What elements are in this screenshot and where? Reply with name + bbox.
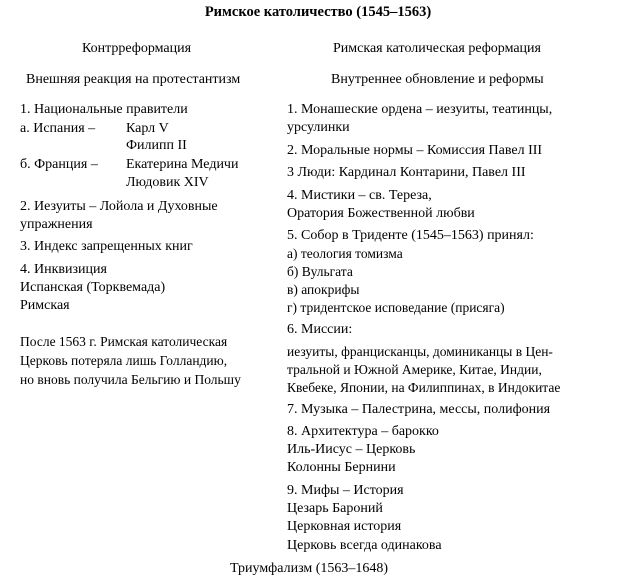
left-item-2-line1: 2. Иезуиты – Лойола и Духовные: [20, 199, 218, 214]
left-item-1a-value2: Филипп II: [126, 138, 187, 153]
left-note-line1: После 1563 г. Римская католическая: [20, 334, 228, 349]
right-item-9-line4: Церковь всегда одинакова: [287, 538, 442, 553]
left-item-1b-value2: Людовик XIV: [126, 175, 209, 190]
right-subheader: Внутреннее обновление и реформы: [331, 72, 544, 87]
left-item-4: 4. Инквизиция: [20, 262, 107, 277]
footer-triumphalism: Триумфализм (1563–1648): [230, 561, 389, 576]
left-item-3: 3. Индекс запрещенных книг: [20, 239, 193, 254]
left-subheader: Внешняя реакция на протестантизм: [26, 72, 241, 87]
right-item-7: 7. Музыка – Палестрина, мессы, полифония: [287, 402, 551, 417]
right-item-6-line2: иезуиты, францисканцы, доминиканцы в Цен-: [287, 344, 553, 359]
left-item-1b-label: б. Франция –: [20, 157, 98, 172]
right-item-4-line1: 4. Мистики – св. Тереза,: [287, 188, 432, 203]
left-note-line3: но вновь получила Бельгию и Польшу: [20, 372, 241, 387]
left-header: Контрреформация: [82, 41, 192, 56]
right-item-3: 3 Люди: Кардинал Контарини, Павел III: [287, 165, 526, 180]
right-item-6: 6. Миссии:: [287, 322, 353, 337]
left-item-1a-label: а. Испания –: [20, 121, 96, 136]
right-item-4-line2: Оратория Божественной любви: [287, 206, 475, 221]
right-item-6-line4: Квебеке, Японии, на Филиппинах, в Индокитае: [287, 380, 561, 395]
left-item-2-line2: упражнения: [20, 217, 93, 232]
page-title: Римское католичество (1545–1563): [204, 4, 432, 20]
right-item-5d: г) тридентское исповедание (присяга): [287, 300, 505, 315]
right-header: Римская католическая реформация: [333, 41, 541, 56]
right-item-9: 9. Мифы – История: [287, 483, 404, 498]
right-item-1-line1: 1. Монашеские ордена – иезуиты, театинцы,: [287, 102, 553, 117]
right-item-8: 8. Архитектура – барокко: [287, 424, 439, 439]
right-item-8-line2: Иль-Иисус – Церковь: [287, 442, 416, 457]
right-item-1-line2: урсулинки: [287, 120, 350, 135]
left-item-4-line3: Римская: [20, 298, 70, 313]
right-item-2: 2. Моральные нормы – Комиссия Павел III: [287, 143, 543, 158]
right-item-8-line3: Колонны Бернини: [287, 460, 396, 475]
left-item-4-line2: Испанская (Торквемада): [20, 280, 166, 295]
left-note-line2: Церковь потеряла лишь Голландию,: [20, 353, 228, 368]
left-item-1: 1. Национальные правители: [20, 102, 188, 117]
right-item-5a: а) теология томизма: [287, 246, 403, 261]
right-item-5c: в) апокрифы: [287, 282, 360, 297]
right-item-9-line2: Цезарь Бароний: [287, 501, 383, 516]
right-item-5: 5. Собор в Триденте (1545–1563) принял:: [287, 228, 534, 243]
right-item-9-line3: Церковная история: [287, 519, 402, 534]
left-item-1b-value1: Екатерина Медичи: [126, 157, 239, 172]
left-item-1a-value1: Карл V: [126, 121, 169, 136]
right-item-5b: б) Вульгата: [287, 264, 353, 279]
right-item-6-line3: тральной и Южной Америке, Китае, Индии,: [287, 362, 542, 377]
